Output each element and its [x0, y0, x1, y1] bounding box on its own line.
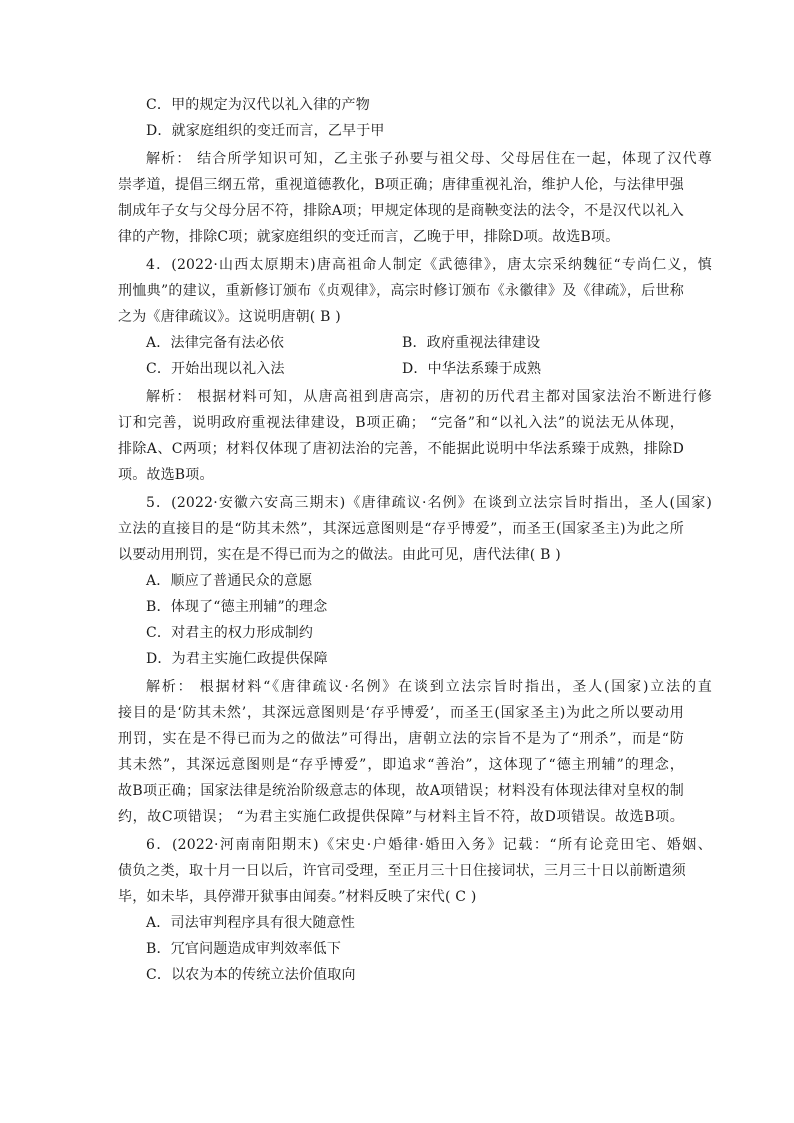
- question-4-option-a: A．法律完备有法必依: [146, 335, 285, 351]
- question-5-option-a: A．顺应了普通民众的意愿: [146, 573, 313, 589]
- analysis-4-line-2: 订和完善，说明政府重视法律建设，B项正确； “完备”和“以礼入法”的说法无从体现，: [118, 415, 684, 431]
- analysis-5-line-1: 解析： 根据材料“《唐律疏议·名例》在谈到立法宗旨时指出，圣人(国家)立法的直: [146, 679, 712, 695]
- analysis-5-line-2: 接目的是‘防其未然’，其深远意图则是‘存乎博爱’，而圣王(国家圣主)为此之所以要动用: [118, 705, 684, 721]
- question-5-option-d: D．为君主实施仁政提供保障: [146, 651, 328, 667]
- analysis-3-line-1: 解析： 结合所学知识可知，乙主张子孙要与祖父母、父母居住在一起，体现了汉代尊: [146, 151, 712, 167]
- question-6-option-b: B．冗官问题造成审判效率低下: [146, 941, 342, 957]
- analysis-4-line-4: 项。故选B项。: [118, 467, 214, 483]
- analysis-3-line-4: 律的产物，排除C项；就家庭组织的变迁而言，乙晚于甲，排除D项。故选B项。: [118, 229, 620, 245]
- question-4-option-d: D．中华法系臻于成熟: [402, 361, 542, 377]
- analysis-5-line-4: 其未然”，其深远意图则是“存乎博爱”，即追求“善治”，这体现了“德主刑辅”的理念，: [118, 757, 684, 773]
- analysis-5-line-3: 刑罚，实在是不得已而为之的做法”可得出，唐朝立法的宗旨不是为了“刑杀”，而是“防: [118, 731, 684, 747]
- option-c-prev: C．甲的规定为汉代以礼入律的产物: [146, 97, 370, 113]
- question-4-line-1: 4．(2022·山西太原期末)唐高祖命人制定《武德律》，唐太宗采纳魏征“专尚仁义，慎: [146, 257, 712, 273]
- question-6-line-1: 6．(2022·河南南阳期末)《宋史·户婚律·婚田入务》记载：“所有论竞田宅、婚姻、: [146, 837, 712, 853]
- question-6-option-c: C．以农为本的传统立法价值取向: [146, 967, 356, 983]
- question-6-line-2: 债负之类，取十月一日以后，许官司受理，至正月三十日住接词状，三月三十日以前断遣须: [118, 863, 686, 879]
- analysis-5-line-5: 故B项正确；国家法律是统治阶级意志的体现，故A项错误；材料没有体现法律对皇权的制: [118, 783, 684, 799]
- analysis-4-line-3: 排除A、C两项；材料仅体现了唐初法治的完善，不能据此说明中华法系臻于成熟，排除D: [118, 441, 684, 457]
- question-4-line-3: 之为《唐律疏议》。这说明唐朝( B ): [118, 309, 341, 325]
- option-d-prev: D．就家庭组织的变迁而言，乙早于甲: [146, 123, 385, 139]
- analysis-3-line-3: 制成年子女与父母分居不符，排除A项；甲规定体现的是商鞅变法的法令，不是汉代以礼入: [118, 203, 684, 219]
- question-4-option-c: C．开始出现以礼入法: [146, 361, 285, 377]
- question-4-option-b: B．政府重视法律建设: [402, 335, 541, 351]
- analysis-4-line-1: 解析： 根据材料可知，从唐高祖到唐高宗，唐初的历代君主都对国家法治不断进行修: [146, 389, 712, 405]
- question-5-option-c: C．对君主的权力形成制约: [146, 625, 314, 641]
- question-4-line-2: 刑恤典”的建议，重新修订颁布《贞观律》，高宗时修订颁布《永徽律》及《律疏》，后世称: [118, 283, 684, 299]
- analysis-5-line-6: 约，故C项错误； “为君主实施仁政提供保障”与材料主旨不符，故D项错误。故选B项。: [118, 809, 684, 825]
- question-6-option-a: A．司法审判程序具有很大随意性: [146, 915, 356, 931]
- question-5-line-1: 5．(2022·安徽六安高三期末)《唐律疏议·名例》在谈到立法宗旨时指出，圣人(国家): [146, 495, 712, 511]
- question-5-line-2: 立法的直接目的是“防其未然”，其深远意图则是“存乎博爱”，而圣王(国家圣主)为此之所: [118, 521, 684, 537]
- question-5-line-3: 以要动用刑罚，实在是不得已而为之的做法。由此可见，唐代法律( B ): [118, 547, 561, 563]
- analysis-3-line-2: 崇孝道，提倡三纲五常，重视道德教化，B项正确；唐律重视礼治，维护人伦，与法律甲强: [118, 177, 684, 193]
- question-6-line-3: 毕，如未毕，具停滞开狱事由闻奏。”材料反映了宋代( C ): [118, 889, 477, 905]
- question-5-option-b: B．体现了“德主刑辅”的理念: [146, 599, 328, 615]
